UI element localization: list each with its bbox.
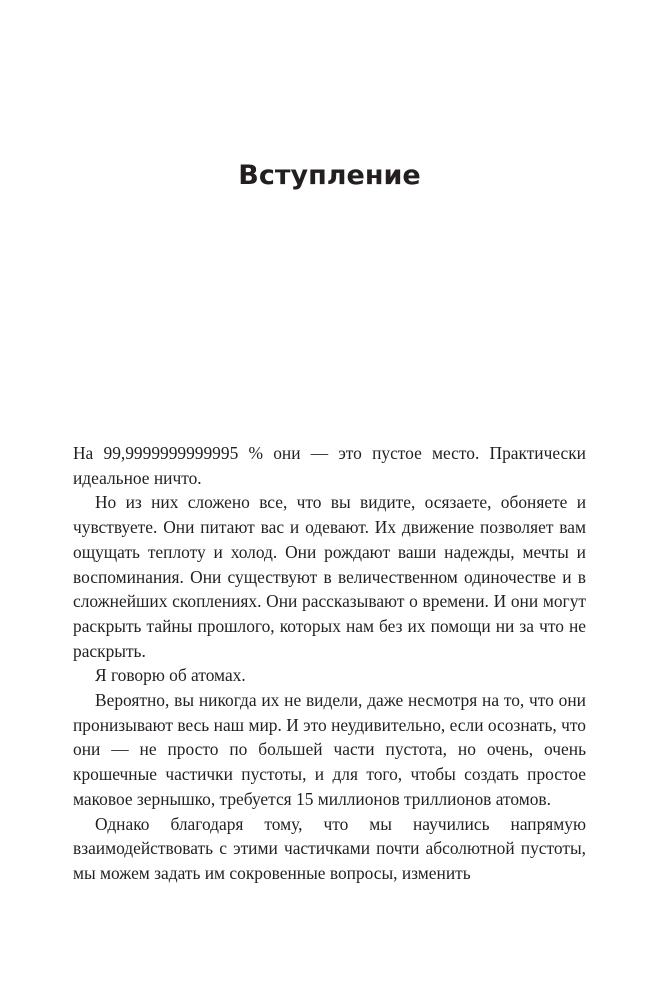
body-text	[73, 441, 586, 886]
paragraph: Я говорю об атомах.	[95, 665, 246, 686]
chapter-title: Вступление	[238, 160, 421, 191]
paragraph: На 99,9999999999995 % они — это пустое место. Практически идеальное ничто.	[73, 443, 586, 488]
paragraph: Но из них сложено все, что вы видите, осязаете, обоняете и чувствуете. Они питают вас и одевают. Их движение позволяет вам ощущать теплоту и холод. Они рождают ваши надежды, мечты и воспоминания. Они существуют в величественном одиночестве и в сложнейших скоплениях. Они рассказывают о времени. И они могут раскрыть тайны прошлого, которых нам без их помощи ни за что не раскрыть.	[73, 492, 586, 661]
paragraph: Однако благодаря тому, что мы научились напрямую взаимодействовать с этими частичками почти абсолютной пустоты, мы можем задать им сокровенные вопросы, изменить	[73, 813, 586, 883]
paragraph: Вероятно, вы никогда их не видели, даже несмотря на то, что они пронизывают весь наш мир. И это неудивительно, если осознать, что они — не просто по большей части пустота, но очень, очень крошечные частички пустоты, и для того, чтобы создать простое маковое зернышко, требуется 15 миллионов триллионов атомов.	[73, 690, 586, 809]
